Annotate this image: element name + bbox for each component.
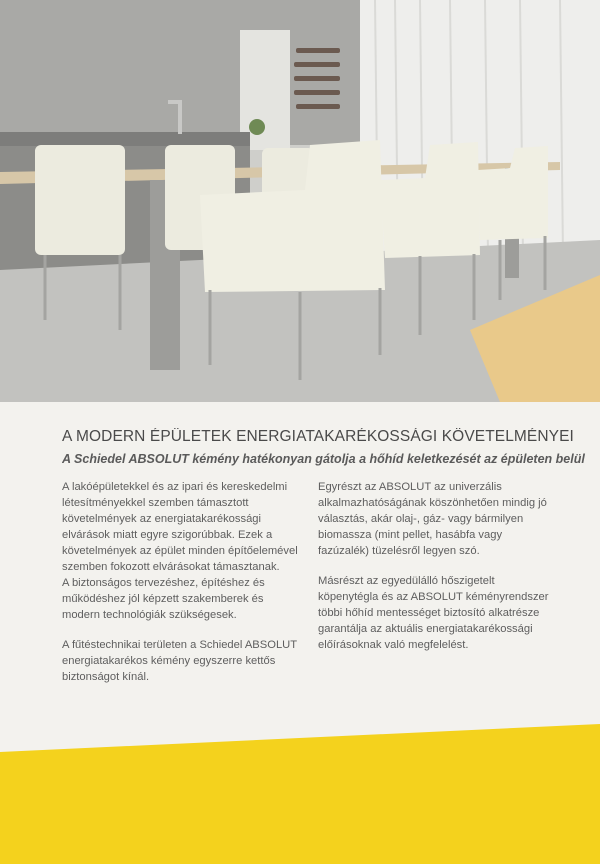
paragraph: Másrészt az egyedülálló hőszigetelt köpenytégla és az ABSOLUT kéményrendszer többi hőhíd mentességet biztosító alkatrésze garantálja az aktuális energiatakarékossági előírásoknak való megfelelést.	[318, 575, 549, 651]
dining-room-photo	[0, 0, 600, 402]
yellow-accent-band	[0, 724, 600, 864]
page-heading: A MODERN ÉPÜLETEK ENERGIATAKARÉKOSSÁGI KÖVETELMÉNYEI	[62, 428, 574, 445]
paragraph: A fűtéstechnikai területen a Schiedel ABSOLUT energiatakarékos kémény egyszerre kettős biztonságot kínál.	[62, 639, 297, 683]
paragraph: A biztonságos tervezéshez, építéshez és működéshez jól képzett szakemberek és modern technológiák szükségesek.	[62, 577, 265, 621]
page-subheading: A Schiedel ABSOLUT kémény hatékonyan gátolja a hőhíd keletkezését az épületen belül	[62, 452, 585, 466]
paragraph: A lakóépületekkel és az ipari és kereskedelmi létesítményekkel szemben támasztott követelmények az energiatakarékossági elvárások miatt egyre szigorúbbak. Ezek a követelmények az épület minden építőelemével szemben fokozott elvárásokat támasztanak.	[62, 481, 298, 573]
paragraph: Egyrészt az ABSOLUT az univerzális alkalmazhatóságának köszönhetően mindig jó választás, akár olaj-, gáz- vagy bármilyen biomassza (mint pellet, hasábfa vagy fazúzalék) tüzelésről legyen szó.	[318, 481, 547, 557]
right-text-column	[318, 479, 556, 653]
left-text-column	[62, 479, 300, 685]
